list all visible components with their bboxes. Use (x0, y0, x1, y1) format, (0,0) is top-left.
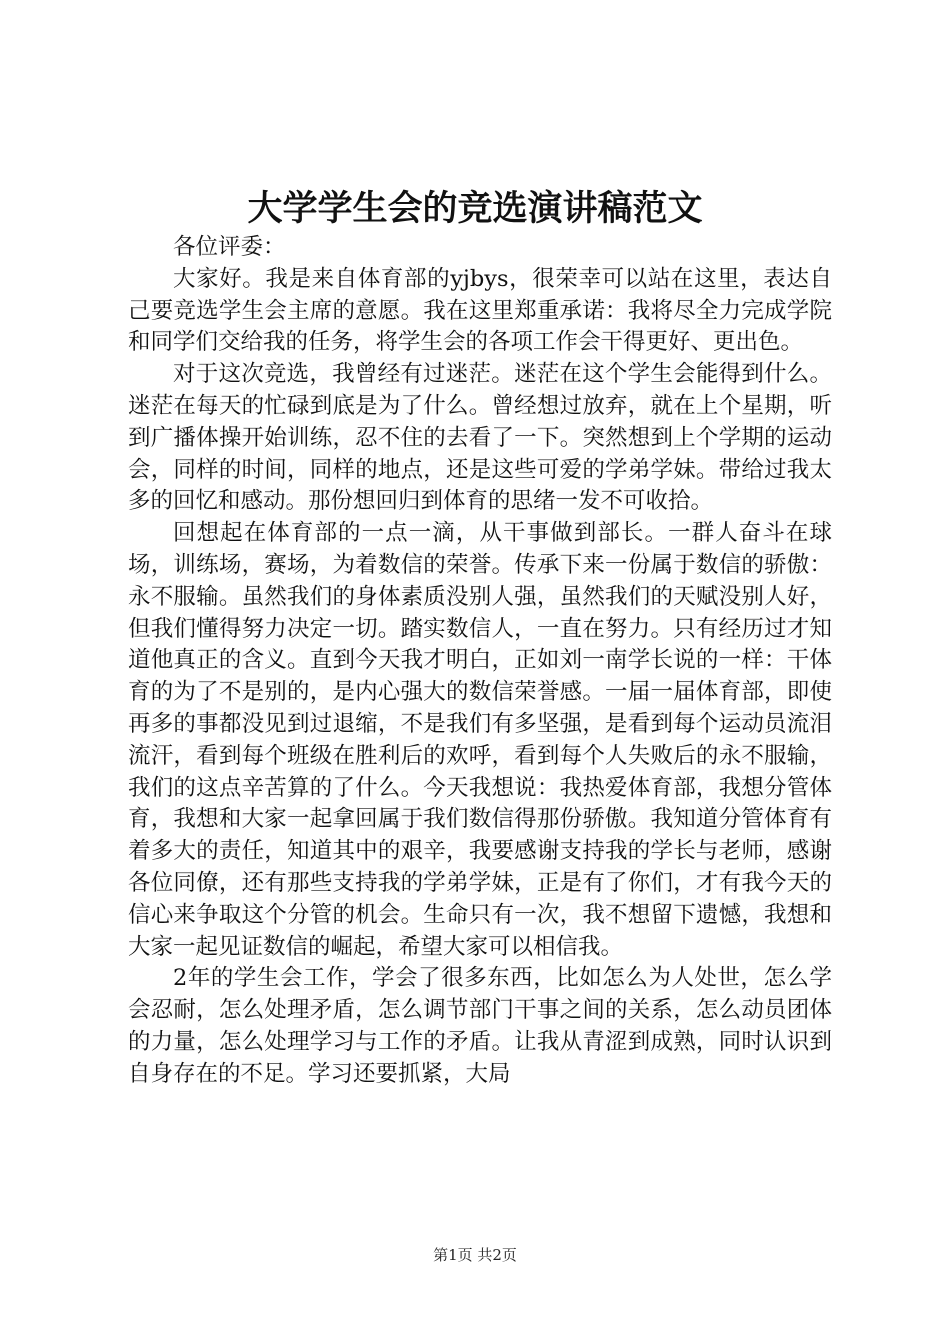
paragraph-experience: 2年的学生会工作，学会了很多东西，比如怎么为人处世，怎么学会忍耐，怎么处理矛盾，怎么调节部门干事之间的关系，怎么动员团体的力量，怎么处理学习与工作的矛盾。让我从青涩到成熟，同时认识到自身存在的不足。学习还要抓紧，大局 (128, 965, 832, 1087)
paragraph-sports-department: 回想起在体育部的一点一滴，从干事做到部长。一群人奋斗在球场，训练场，赛场，为着数信的荣誉。传承下来一份属于数信的骄傲：永不服输。虽然我们的身体素质没别人强，虽然我们的天赋没别人好，但我们懂得努力决定一切。踏实数信人，一直在努力。只有经历过才知道他真正的含义。直到今天我才明白，正如刘一南学长说的一样：干体育的为了不是别的，是内心强大的数信荣誉感。一届一届体育部，即使再多的事都没见到过退缩，不是我们有多坚强，是看到每个运动员流泪流汗，看到每个班级在胜利后的欢呼，看到每个人失败后的永不服输，我们的这点辛苦算的了什么。今天我想说：我热爱体育部，我想分管体育，我想和大家一起拿回属于我们数信得那份骄傲。我知道分管体育有着多大的责任，知道其中的艰辛，我要感谢支持我的学长与老师，感谢各位同僚，还有那些支持我的学弟学妹，正是有了你们，才有我今天的信心来争取这个分管的机会。生命只有一次，我不想留下遗憾，我想和大家一起见证数信的崛起，希望大家可以相信我。 (128, 520, 832, 960)
paragraph-confusion: 对于这次竞选，我曾经有过迷茫。迷茫在这个学生会能得到什么。迷茫在每天的忙碌到底是为了什么。曾经想过放弃，就在上个星期，听到广播体操开始训练，忍不住的去看了一下。突然想到上个学期的运动会，同样的时间，同样的地点，还是这些可爱的学弟学妹。带给过我太多的回忆和感动。那份想回归到体育的思绪一发不可收拾。 (128, 361, 832, 515)
paragraph-salutation: 各位评委： (173, 234, 286, 260)
document-title: 大学学生会的竞选演讲稿范文 (247, 189, 703, 229)
document-body (128, 232, 832, 1091)
page-footer: 第1页 共2页 (433, 1246, 517, 1264)
paragraph-introduction: 大家好。我是来自体育部的yjbys，很荣幸可以站在这里，表达自己要竞选学生会主席的意愿。我在这里郑重承诺：我将尽全力完成学院和同学们交给我的任务，将学生会的各项工作会干得更好、更出色。 (128, 265, 832, 356)
